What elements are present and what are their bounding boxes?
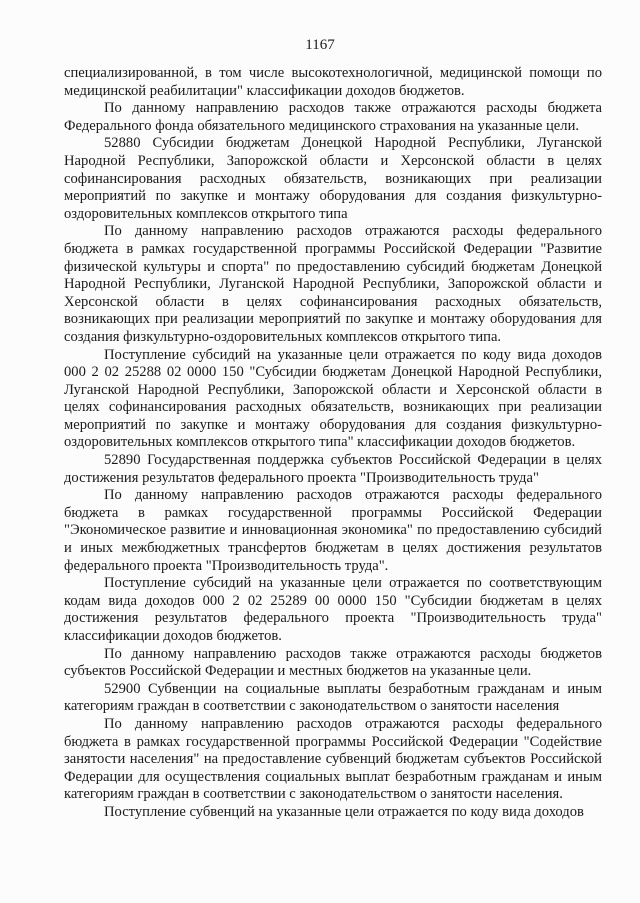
paragraph: По данному направлению расходов также отражаются расходы бюджетов субъектов Российской Федерации и местных бюджетов на указанные цели.: [64, 645, 602, 680]
section-heading-52900: 52900 Субвенции на социальные выплаты безработным гражданам и иным категориям граждан в соответствии с законодательством о занятости населения: [64, 680, 602, 715]
paragraph: По данному направлению расходов отражаются расходы федерального бюджета в рамках государственной программы Российской Федерации "Развитие физической культуры и спорта" по предоставлению субсидий бюджетам Донецкой Народной Республики, Луганской Народной Республики, Запорожской области и Херсонской области в целях софинансирования расходных обязательств, возникающих при реализации мероприятий по закупке и монтажу оборудования для создания физкультурно-оздоровительных комплексов открытого типа.: [64, 223, 602, 345]
page-number: 1167: [305, 37, 335, 53]
paragraph: По данному направлению расходов отражаются расходы федерального бюджета в рамках государственной программы Российской Федерации "Экономическое развитие и инновационная экономика" по предоставлению субсидий и иных межбюджетных трансфертов бюджетам в целях достижения результатов федерального проекта "Производительность труда".: [64, 487, 602, 574]
document-body: [64, 65, 602, 822]
paragraph: По данному направлению расходов также отражаются расходы бюджета Федерального фонда обязательного медицинского страхования на указанные цели.: [64, 100, 602, 134]
paragraph: По данному направлению расходов отражаются расходы федерального бюджета в рамках государственной программы Российской Федерации "Содействие занятости населения" на предоставление субвенций бюджетам субъектов Российской Федерации для осуществления социальных выплат безработным гражданам и иным категориям граждан в соответствии с законодательством о занятости населения.: [64, 715, 602, 803]
paragraph: Поступление субвенций на указанные цели отражается по коду вида доходов: [104, 803, 584, 820]
section-heading-52880: 52880 Субсидии бюджетам Донецкой Народной Республики, Луганской Народной Республики, Запорожской области и Херсонской области в целях софинансирования расходных обязательств, возникающих при реализации мероприятий по закупке и монтажу оборудования для создания физкультурно-оздоровительных комплексов открытого типа: [64, 135, 602, 222]
paragraph: Поступление субсидий на указанные цели отражается по коду вида доходов 000 2 02 25288 02 0000 150 "Субсидии бюджетам Донецкой Народной Республики, Луганской Народной Республики, Запорожской области и Херсонской области в целях софинансирования расходных обязательств, возникающих при реализации мероприятий по закупке и монтажу оборудования для создания физкультурно-оздоровительных комплексов открытого типа" классификации доходов бюджетов.: [64, 346, 602, 451]
section-heading-52890: 52890 Государственная поддержка субъектов Российской Федерации в целях достижения результатов федерального проекта "Производительность труда": [64, 452, 602, 486]
paragraph: Поступление субсидий на указанные цели отражается по соответствующим кодам вида доходов 000 2 02 25289 00 0000 150 "Субсидии бюджетам в целях достижения результатов федерального проекта "Производительность труда" классификации доходов бюджетов.: [64, 575, 602, 644]
paragraph: специализированной, в том числе высокотехнологичной, медицинской помощи по медицинской реабилитации" классификации доходов бюджетов.: [64, 65, 602, 99]
